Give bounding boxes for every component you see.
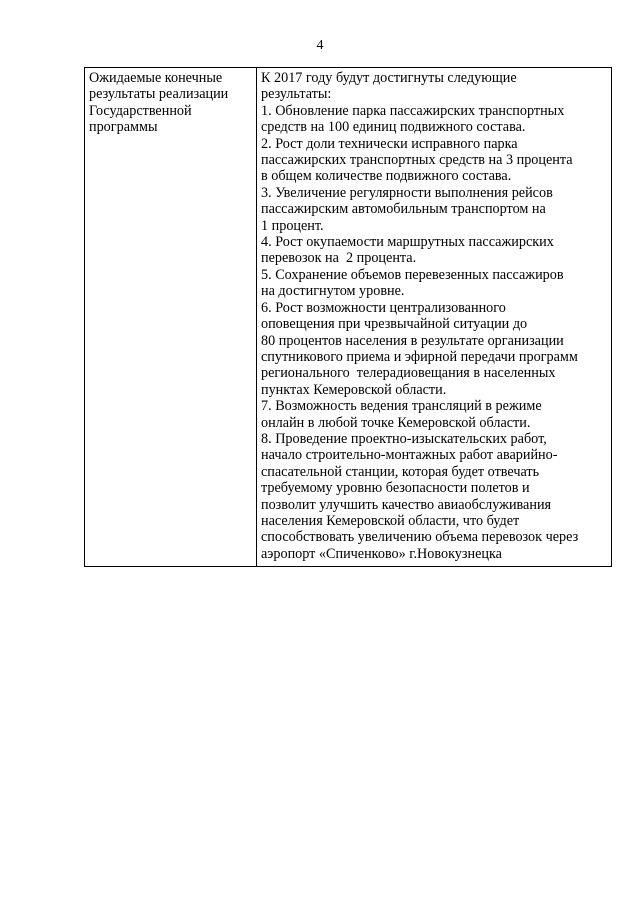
content-line: перевозок на 2 процента. <box>261 250 417 267</box>
row-content-cell <box>257 68 612 567</box>
content-line: пассажирских транспортных средств на 3 процента <box>261 152 573 169</box>
content-line: 1. Обновление парка пассажирских транспортных <box>261 102 565 119</box>
table-row <box>85 68 612 567</box>
content-line: спасательной станции, которая будет отвечать <box>261 463 540 480</box>
content-line: требуемому уровню безопасности полетов и <box>261 480 530 497</box>
content-line: К 2017 году будут достигнуты следующие <box>261 70 517 86</box>
program-results-table <box>84 67 612 567</box>
content-line: на достигнутом уровне. <box>261 283 405 300</box>
content-line: начало строительно-монтажных работ аварийно- <box>261 447 558 464</box>
content-line: пассажирским автомобильным транспортом на <box>261 201 546 218</box>
page-number: 4 <box>316 38 324 53</box>
content-line: результаты: <box>261 86 332 103</box>
label-line: Государственной <box>89 102 192 119</box>
content-line: населения Кемеровской области, что будет <box>261 512 520 529</box>
content-line: 6. Рост возможности централизованного <box>261 299 506 316</box>
content-line: позволит улучшить качество авиаобслуживания <box>261 496 552 513</box>
content-line: 3. Увеличение регулярности выполнения рейсов <box>261 184 553 201</box>
content-line: 80 процентов населения в результате организации <box>261 332 564 349</box>
content-line: 5. Сохранение объемов перевезенных пассажиров <box>261 266 564 283</box>
content-line: в общем количестве подвижного состава. <box>261 168 512 185</box>
content-line: способствовать увеличению объема перевозок через <box>261 529 579 546</box>
content-line: аэропорт «Спиченково» г.Новокузнецка <box>261 545 502 562</box>
content-line: онлайн в любой точке Кемеровской области. <box>261 414 531 431</box>
content-line: средств на 100 единиц подвижного состава. <box>261 119 526 136</box>
content-line: 4. Рост окупаемости маршрутных пассажирских <box>261 234 554 251</box>
content-line: 8. Проведение проектно-изыскательских работ, <box>261 430 547 447</box>
content-line: 7. Возможность ведения трансляций в режиме <box>261 398 542 415</box>
content-line: 1 процент. <box>261 217 324 234</box>
content-line: регионального телерадиовещания в населенных <box>261 365 556 382</box>
content-line: пунктах Кемеровской области. <box>261 381 447 398</box>
row-label-cell <box>85 68 257 567</box>
label-line: Ожидаемые конечные <box>89 70 223 86</box>
label-line: программы <box>89 119 158 136</box>
content-line: оповещения при чрезвычайной ситуации до <box>261 316 528 333</box>
content-line: 2. Рост доли технически исправного парка <box>261 135 518 152</box>
content-line: спутникового приема и эфирной передачи программ <box>261 348 578 365</box>
label-line: результаты реализации <box>89 86 229 103</box>
